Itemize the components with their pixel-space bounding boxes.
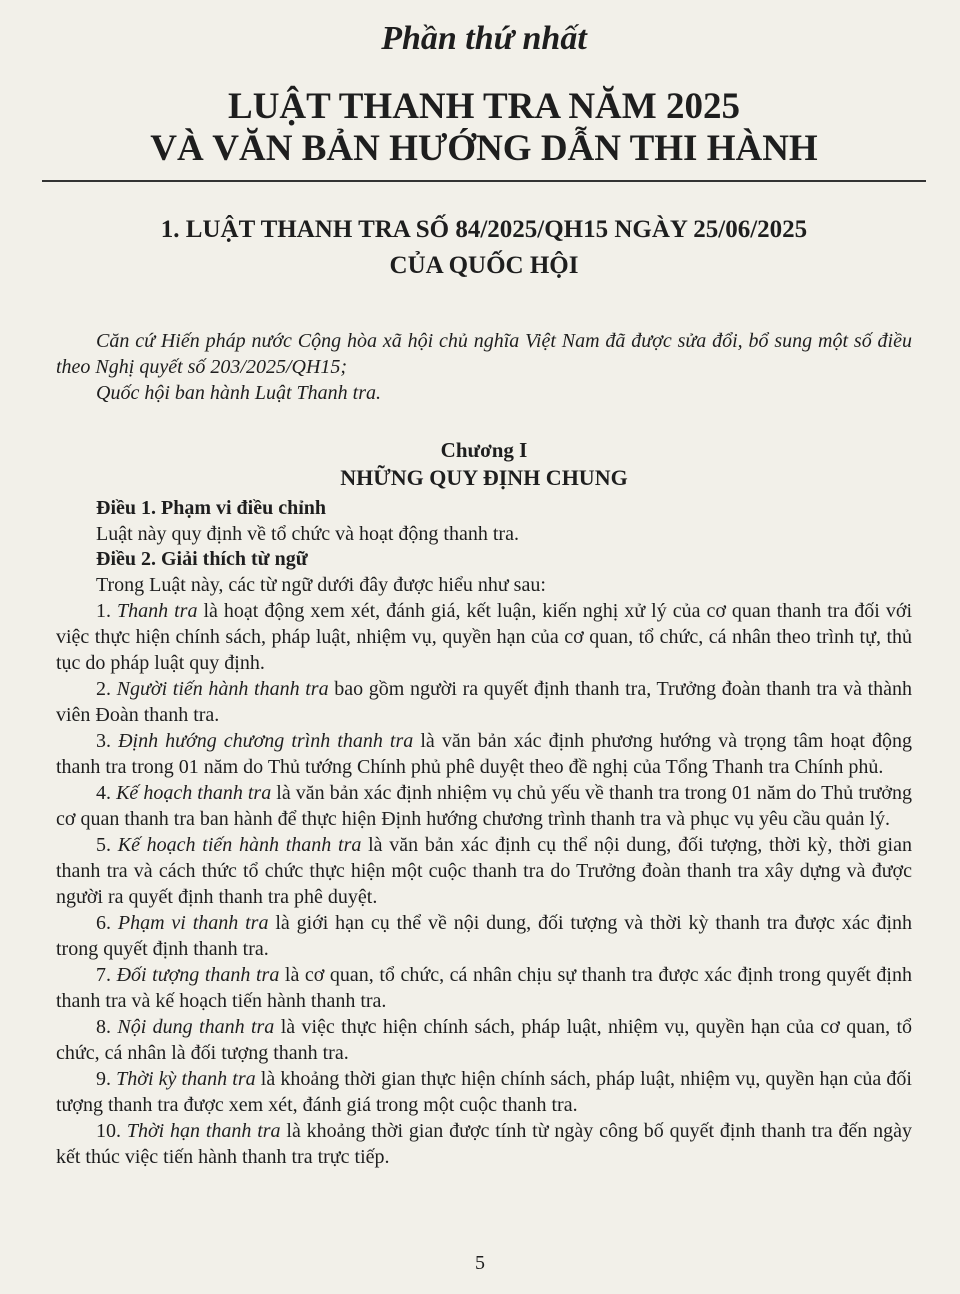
title-divider (42, 180, 926, 182)
main-title-line-1: LUẬT THANH TRA NĂM 2025 (228, 86, 740, 127)
law-title-line-2: CỦA QUỐC HỘI (389, 252, 579, 279)
article-1-heading: Điều 1. Phạm vi điều chỉnh (96, 497, 327, 519)
definition-item (56, 728, 912, 780)
law-title (56, 212, 912, 284)
definition-text: là văn bản xác định cụ thể nội dung, đối tượng, thời kỳ, thời gian thanh tra và cách thức tổ chức thực hiện một cuộc thanh tra do Trưởng đoàn thanh tra xây dựng và được người ra quyết định thanh tra phê duyệt. (56, 834, 912, 908)
preamble-enactment: Quốc hội ban hành Luật Thanh tra. (96, 382, 382, 404)
definition-item (56, 910, 912, 962)
preamble (56, 328, 912, 406)
document-page (0, 14, 960, 1294)
defined-term: Kế hoạch tiến hành thanh tra (117, 834, 362, 856)
item-number: 6. (96, 912, 118, 934)
definition-item (56, 1014, 912, 1066)
item-number: 2. (96, 678, 117, 700)
definition-text: là văn bản xác định nhiệm vụ chủ yếu về thanh tra trong 01 năm do Thủ trưởng cơ quan thanh tra ban hành để thực hiện Định hướng chương trình thanh tra và phục vụ yêu cầu quản lý. (56, 782, 912, 830)
definition-text: là khoảng thời gian được tính từ ngày công bố quyết định thanh tra đến ngày kết thúc việc tiến hành thanh tra trực tiếp. (56, 1120, 913, 1168)
definition-item (56, 780, 912, 832)
defined-term: Thanh tra (117, 600, 198, 622)
item-number: 1. (96, 600, 117, 622)
chapter-body (56, 496, 912, 1170)
main-title (56, 86, 912, 170)
definition-text: là hoạt động xem xét, đánh giá, kết luận, kiến nghị xử lý của cơ quan thanh tra đối với việc thực hiện chính sách, pháp luật, nhiệm vụ, quyền hạn của cơ quan, tổ chức, cá nhân theo trình tự, thủ tục do pháp luật quy định. (56, 600, 912, 674)
defined-term: Thời hạn thanh tra (126, 1120, 281, 1142)
definition-text: bao gồm người ra quyết định thanh tra, Trưởng đoàn thanh tra và thành viên Đoàn thanh tra. (56, 678, 913, 726)
chapter-name: NHỮNG QUY ĐỊNH CHUNG (340, 465, 628, 490)
chapter-heading (56, 436, 912, 492)
item-number: 5. (96, 834, 118, 856)
definition-item (56, 962, 912, 1014)
definition-item (56, 832, 912, 910)
definition-text: là văn bản xác định phương hướng và trọng tâm hoạt động thanh tra trong 01 năm do Thủ tướng Chính phủ phê duyệt theo đề nghị của Tổng Thanh tra Chính phủ. (56, 730, 912, 778)
item-number: 9. (96, 1068, 117, 1090)
defined-term: Phạm vi thanh tra (117, 912, 269, 934)
definition-text: là việc thực hiện chính sách, pháp luật, nhiệm vụ, quyền hạn của cơ quan, tổ chức, cá nhân là đối tượng thanh tra. (56, 1016, 912, 1064)
defined-term: Người tiến hành thanh tra (116, 678, 329, 700)
definition-item (56, 598, 912, 676)
article-1-text: Luật này quy định về tổ chức và hoạt động thanh tra. (96, 523, 519, 545)
defined-term: Thời kỳ thanh tra (116, 1068, 256, 1090)
article-2-intro: Trong Luật này, các từ ngữ dưới đây được hiểu như sau: (96, 574, 546, 596)
item-number: 7. (96, 964, 117, 986)
item-number: 8. (96, 1016, 118, 1038)
definition-item (56, 1118, 912, 1170)
page-number: 5 (475, 1252, 485, 1274)
defined-term: Định hướng chương trình thanh tra (118, 730, 414, 752)
defined-term: Đối tượng thanh tra (116, 964, 280, 986)
definition-text: là giới hạn cụ thể về nội dung, đối tượng và thời kỳ thanh tra được xác định trong quyết định thanh tra. (56, 912, 912, 960)
definition-text: là cơ quan, tổ chức, cá nhân chịu sự thanh tra được xác định trong quyết định thanh tra và kế hoạch tiến hành thanh tra. (56, 964, 912, 1012)
definition-text: là khoảng thời gian thực hiện chính sách, pháp luật, nhiệm vụ, quyền hạn của đối tượng thanh tra được xem xét, đánh giá trong một cuộc thanh tra. (56, 1068, 912, 1116)
definition-item (56, 1066, 912, 1118)
item-number: 10. (96, 1120, 127, 1142)
item-number: 3. (96, 730, 119, 752)
part-title: Phần thứ nhất (381, 20, 587, 57)
definition-item (56, 676, 912, 728)
chapter-label: Chương I (440, 438, 528, 462)
defined-term: Nội dung thanh tra (117, 1016, 275, 1038)
law-title-line-1: 1. LUẬT THANH TRA SỐ 84/2025/QH15 NGÀY 25/06/2025 (160, 216, 808, 243)
article-2-heading: Điều 2. Giải thích từ ngữ (96, 548, 308, 570)
main-title-line-2: VÀ VĂN BẢN HƯỚNG DẪN THI HÀNH (150, 128, 818, 169)
item-number: 4. (96, 782, 117, 804)
preamble-basis: Căn cứ Hiến pháp nước Cộng hòa xã hội chủ nghĩa Việt Nam đã được sửa đổi, bổ sung một số điều theo Nghị quyết số 203/2025/QH15; (56, 330, 912, 378)
defined-term: Kế hoạch thanh tra (116, 782, 272, 804)
